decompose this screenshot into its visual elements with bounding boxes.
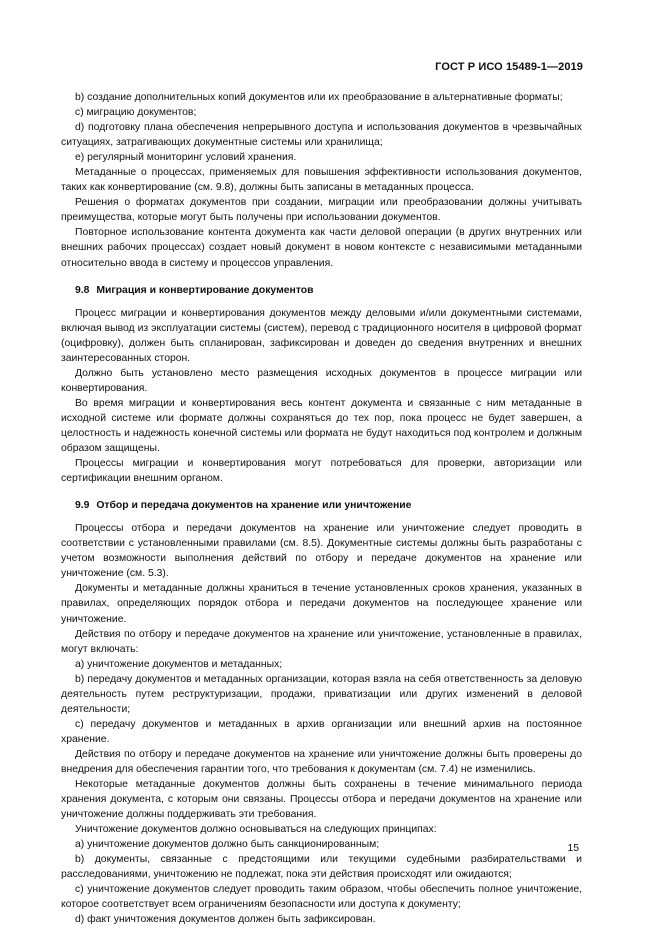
section-number: 9.9 <box>75 500 90 512</box>
section-heading-9-8 <box>61 283 582 298</box>
body-text <box>61 90 582 927</box>
paragraph: Некоторые метаданные документов должны быть сохранены в течение минимального периода хранения документа, с которым они связаны. Процессы отбора и передачи документов на хранение или уничтожение должны поддерживать эти требования. <box>61 779 582 821</box>
paragraph: Уничтожение документов должно основываться на следующих принципах: <box>75 824 437 836</box>
list-item: b) документы, связанные с предстоящими или текущими судебными разбирательствами и расследованиями, уничтожению не подлежат, пока эти действия происходят или ожидаются; <box>61 854 582 881</box>
paragraph: Документы и метаданные должны храниться в течение установленных сроков хранения, указанных в правилах, определяющих порядок отбора и передачи документов на последующее хранение или уничтожение. <box>61 583 582 625</box>
list-item: c) передачу документов и метаданных в архив организации или внешний архив на постоянное хранение. <box>61 718 582 745</box>
paragraph: b) создание дополнительных копий документов или их преобразование в альтернативные форматы; <box>75 92 563 103</box>
paragraph: Действия по отбору и передаче документов на хранение или уничтожение, установленные в правилах, могут включать: <box>61 628 582 655</box>
list-item: a) уничтожение документов и метаданных; <box>75 658 283 670</box>
paragraph: Во время миграции и конвертирования весь контент документа и связанные с ним метаданные в исходной системе или формате должны сохраняться до тех пор, пока процесс не будет завершен, а целостность и надежность конечной системы или формата не будут находиться под контролем и должным образом защищены. <box>61 397 582 455</box>
section-title: Миграция и конвертирование документов <box>96 284 314 296</box>
list-item: b) передачу документов и метаданных организации, которая взяла на себя ответственность за деловую деятельность путем реструктуризации, продажи, приватизации или других изменений в деловой деятельности; <box>61 673 582 715</box>
paragraph: d) подготовку плана обеспечения непрерывного доступа и использования документов в чрезвычайных ситуациях, затрагивающих документные системы или хранилища; <box>61 122 582 149</box>
list-item: a) уничтожение документов должно быть санкционированным; <box>75 839 380 851</box>
paragraph: Процессы отбора и передачи документов на хранение или уничтожение следует проводить в соответствии с установленными правилами (см. 8.5). Документные системы должны быть разработаны с учетом возможности выполнения действий по отбору и передаче документов на хранение или уничтожение (см. 5.3). <box>61 523 582 580</box>
standard-header: ГОСТ Р ИСО 15489-1—2019 <box>435 61 583 73</box>
paragraph: Решения о форматах документов при создании, миграции или преобразовании должны учитывать преимущества, которые могут быть получены при использовании документов. <box>61 197 582 224</box>
paragraph: Метаданные о процессах, применяемых для повышения эффективности использования документов, таких как конвертирование (см. 9.8), должны быть записаны в метаданных процесса. <box>61 167 582 194</box>
section-heading-9-9 <box>61 498 582 513</box>
paragraph: e) регулярный мониторинг условий хранения. <box>75 152 297 164</box>
paragraph: Действия по отбору и передаче документов на хранение или уничтожение должны быть проверены до внедрения для обеспечения гарантии того, что требования к документам (см. 7.4) не изменились. <box>61 748 582 775</box>
paragraph: c) миграцию документов; <box>75 107 197 119</box>
paragraph: Процесс миграции и конвертирования документов между деловыми и/или документными системами, включая вывод из эксплуатации системы (систем), перевод с традиционного носителя в цифровой формат (оцифровку), должен быть спланирован, зафиксирован и доведен до сведения внутренних и внешних заинтересованных сторон. <box>61 307 582 364</box>
paragraph: Должно быть установлено место размещения исходных документов в процессе миграции или конвертирования. <box>61 367 582 394</box>
list-item: c) уничтожение документов следует проводить таким образом, чтобы обеспечить полное уничтожение, которое соответствует всем ограничениям безопасности или доступа к документу; <box>61 884 582 911</box>
paragraph: Повторное использование контента документа как части деловой операции (в других внутренних или внешних рабочих процессах) создает новый документ в новом контексте с независимыми метаданными относительно ввода в систему и процессов управления. <box>61 227 582 269</box>
section-number: 9.8 <box>75 284 90 296</box>
list-item: d) факт уничтожения документов должен быть зафиксирован. <box>75 914 376 926</box>
section-title: Отбор и передача документов на хранение или уничтожение <box>96 500 412 512</box>
paragraph: Процессы миграции и конвертирования могут потребоваться для проверки, авторизации или сертификации внешним органом. <box>61 458 582 485</box>
page-number: 15 <box>567 843 579 854</box>
